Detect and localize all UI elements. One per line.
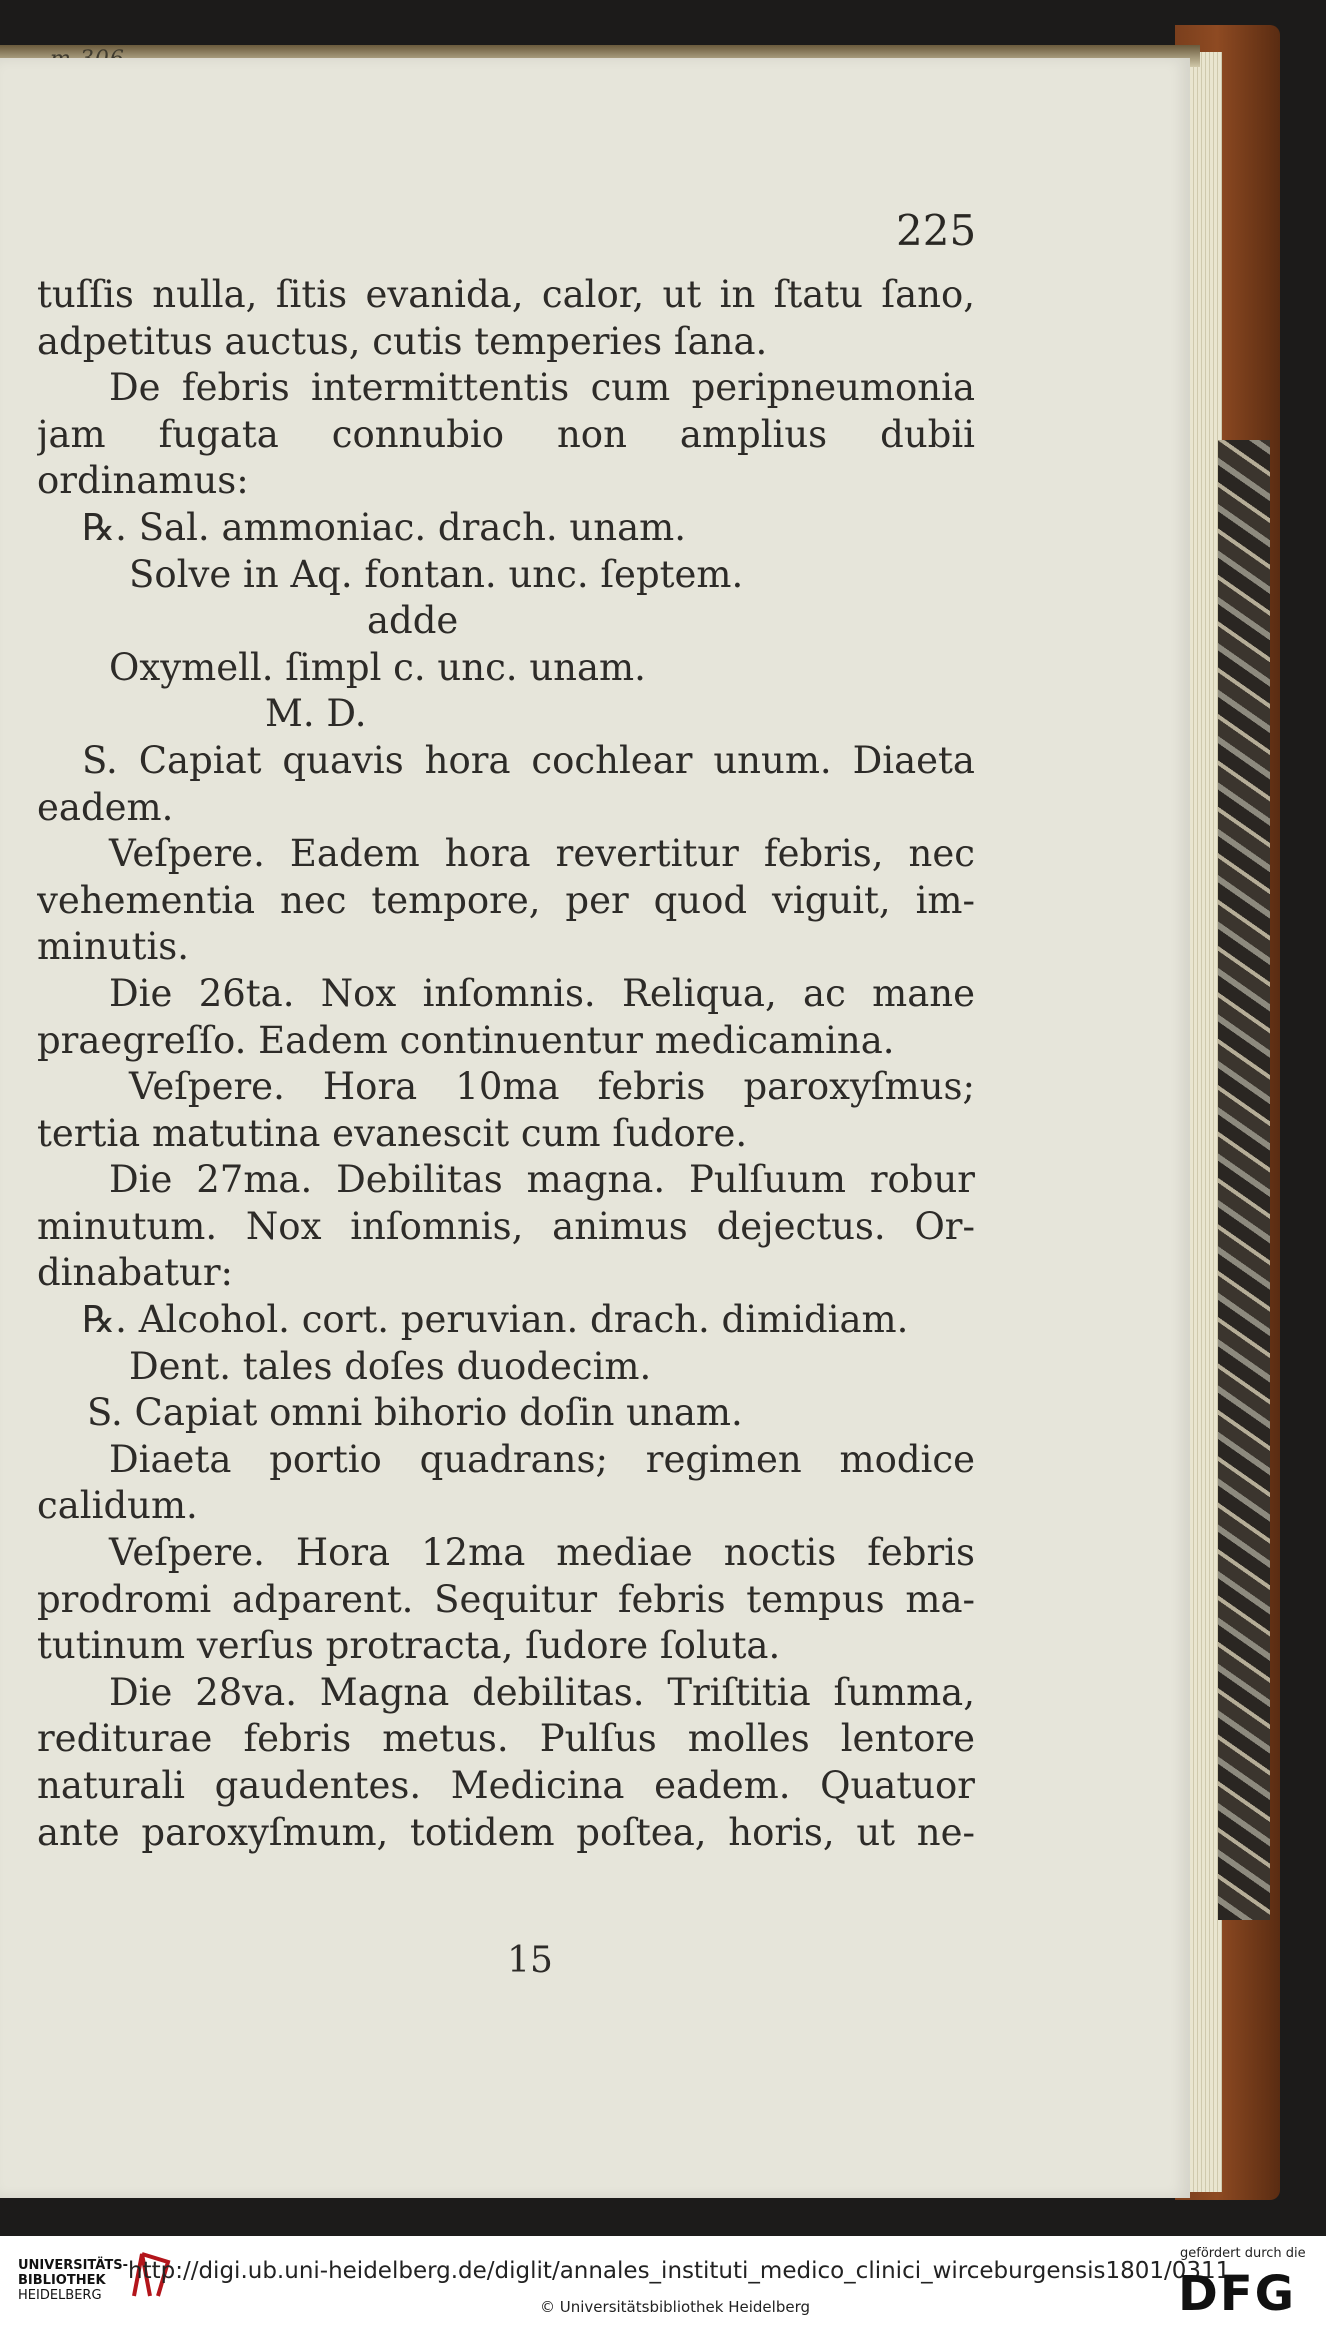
text-line: jam fugata connubio non amplius dubii (37, 412, 975, 456)
text-line: S. Capiat quavis hora cochlear unum. Diaeta (82, 738, 975, 782)
text-line: vehementia nec tempore, per quod viguit, im- (37, 878, 975, 922)
permalink-url[interactable]: http://digi.ub.uni-heidelberg.de/diglit/annales_instituti_medico_clinici_wirceburgensis1801/0311 (128, 2258, 1231, 2284)
text-line: praegreſſo. Eadem continuentur medicamina. (37, 1018, 895, 1062)
text-line: M. D. (265, 692, 367, 736)
text-line: adpetitus auctus, cutis temperies ſana. (37, 319, 768, 363)
text-line: ante paroxyſmum, totidem poſtea, horis, ut ne- (37, 1810, 975, 1854)
text-line: Dent. tales doſes duodecim. (129, 1344, 652, 1388)
text-line: prodromi adparent. Sequitur febris tempus ma- (37, 1577, 975, 1621)
text-line: rediturae febris metus. Pulſus molles lentore (37, 1717, 975, 1761)
text-line: tertia matutina evanescit cum ſudore. (37, 1111, 748, 1155)
dfg-logo[interactable]: DFG (1178, 2266, 1297, 2322)
text-line: tuſſis nulla, ſitis evanida, calor, ut in ſtatu ſano, (37, 273, 975, 316)
library-name-line1: UNIVERSITÄTS- (18, 2258, 128, 2273)
marbled-endpaper (1218, 440, 1270, 1920)
text-line: adde (367, 599, 459, 643)
text-line: Veſpere. Hora 10ma febris paroxyſmus; (129, 1065, 975, 1109)
library-logo[interactable] (18, 2258, 128, 2303)
copyright-text: © Universitätsbibliothek Heidelberg (540, 2298, 811, 2316)
signature-mark: 15 (507, 1940, 553, 1981)
footer-bar (0, 2236, 1326, 2330)
text-line: naturali gaudentes. Medicina eadem. Quatuor (37, 1764, 975, 1807)
text-line: calidum. (37, 1484, 198, 1528)
text-line: dinabatur: (37, 1251, 234, 1295)
text-line: Solve in Aq. fontan. unc. ſeptem. (129, 552, 744, 596)
funding-note: gefördert durch die (1180, 2246, 1306, 2261)
text-line: minutis. (37, 925, 190, 969)
text-line: eadem. (37, 785, 174, 829)
text-line: minutum. Nox inſomnis, animus dejectus. Or- (37, 1204, 975, 1248)
text-line: S. Capiat omni bihorio doſin unam. (87, 1391, 743, 1435)
text-line: tutinum verſus protracta, ſudore ſoluta. (37, 1624, 781, 1668)
page-number: 225 (896, 206, 977, 255)
text-line: Die 28va. Magna debilitas. Triſtitia ſumma, (109, 1670, 975, 1714)
text-line: Veſpere. Eadem hora revertitur febris, nec (109, 832, 975, 876)
text-line: Diaeta portio quadrans; regimen modice (109, 1437, 975, 1481)
library-name-line3: HEIDELBERG (18, 2288, 102, 2303)
text-line: Oxymell. ſimpl c. unc. unam. (109, 645, 646, 689)
text-line: ℞. Alcohol. cort. peruvian. drach. dimidiam. (82, 1298, 909, 1342)
page-text (37, 272, 975, 1856)
text-line: ordinamus: (37, 459, 249, 503)
text-line: De febris intermittentis cum peripneumonia (109, 366, 975, 410)
text-line: Die 27ma. Debilitas magna. Pulſuum robur (109, 1158, 975, 1202)
text-line: Veſpere. Hora 12ma mediae noctis febris (109, 1531, 975, 1575)
library-name-line2: BIBLIOTHEK (18, 2273, 106, 2288)
text-line: ℞. Sal. ammoniac. drach. unam. (82, 505, 686, 549)
text-line: Die 26ta. Nox inſomnis. Reliqua, ac mane (109, 971, 975, 1015)
